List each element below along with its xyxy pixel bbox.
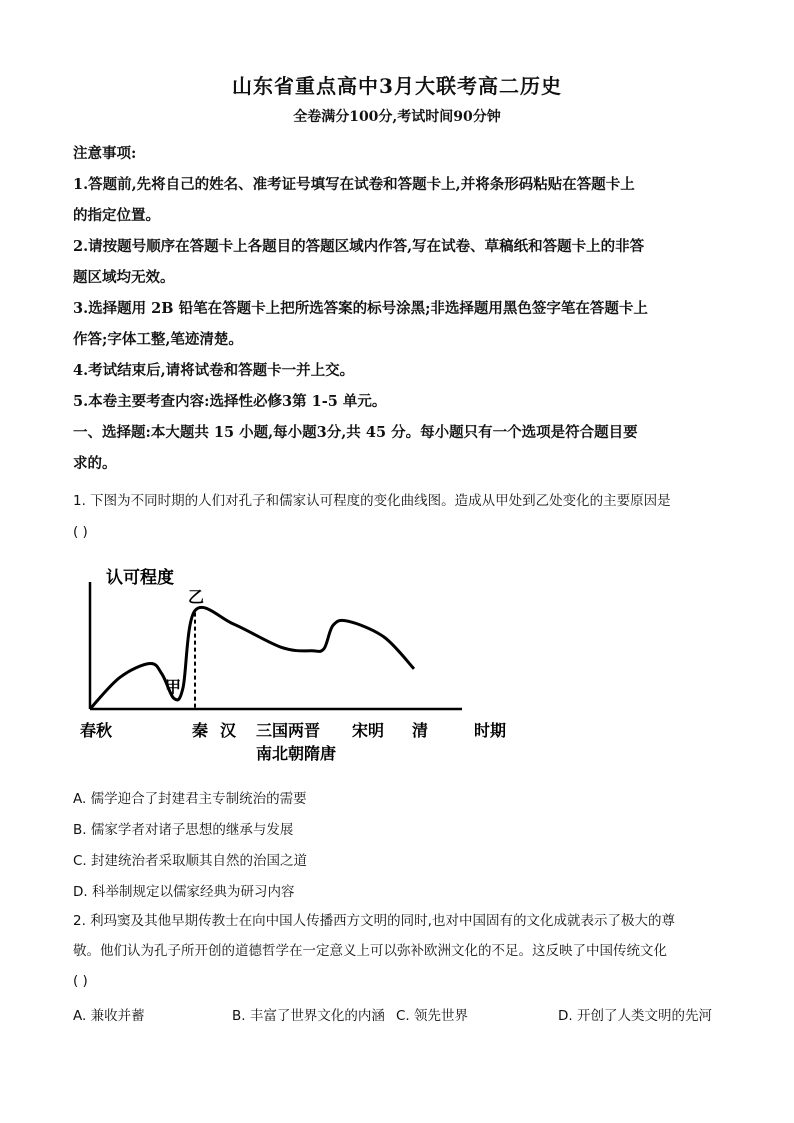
note-item-3: 3.选择题用 2B 铅笔在答题卡上把所选答案的标号涂黑;非选择题用黑色签字笔在答题卡上 — [73, 300, 648, 317]
q1-option-a[interactable]: A. 儒学迎合了封建君主专制统治的需要 — [73, 791, 307, 807]
y-axis-label: 认可程度 — [106, 568, 174, 588]
tick-label-qing: 清 — [412, 721, 429, 740]
tick-label-sanguo: 三国两晋 — [256, 721, 321, 740]
note-item-3-cont: 作答;字体工整,笔迹清楚。 — [73, 331, 243, 348]
x-axis-label: 时期 — [474, 721, 507, 740]
q2-option-d[interactable]: D. 开创了人类文明的先河 — [558, 1008, 712, 1024]
annotation-yi: 乙 — [188, 587, 205, 607]
tick-label-songming: 宋明 — [352, 721, 385, 740]
section-heading: 一、选择题:本大题共 15 小题,每小题3分,共 45 分。每小题只有一个选项是符合题目要 — [73, 424, 638, 441]
note-item-5: 5.本卷主要考查内容:选择性必修3第 1-5 单元。 — [73, 393, 387, 410]
question-2-stem-cont: 敬。他们认为孔子所开创的道德哲学在一定意义上可以弥补欧洲文化的不足。这反映了中国传统文化 — [73, 943, 667, 959]
q1-option-c[interactable]: C. 封建统治者采取顺其自然的治国之道 — [73, 853, 308, 869]
note-item-2-cont: 题区域均无效。 — [73, 269, 175, 286]
q1-option-b[interactable]: B. 儒家学者对诸子思想的继承与发展 — [73, 822, 294, 838]
question-2-blank: ( ) — [73, 973, 88, 989]
q1-option-d[interactable]: D. 科举制规定以儒家经典为研习内容 — [73, 884, 295, 900]
tick-label-nanbei: 南北朝隋唐 — [256, 744, 337, 763]
series-line — [90, 607, 414, 709]
notes-section — [73, 138, 723, 479]
approval-curve-chart — [72, 560, 532, 765]
section-heading-cont: 求的。 — [73, 455, 117, 472]
notes-heading: 注意事项: — [73, 145, 137, 162]
q2-option-b[interactable]: B. 丰富了世界文化的内涵 — [232, 1008, 385, 1024]
question-2-stem: 2. 利玛窦及其他早期传教士在向中国人传播西方文明的同时,也对中国固有的文化成就表示了极大的尊 — [73, 913, 675, 929]
annotation-jia: 甲 — [165, 677, 182, 697]
tick-label-chunqiu: 春秋 — [80, 721, 113, 740]
note-item-4: 4.考试结束后,请将试卷和答题卡一并上交。 — [73, 362, 355, 379]
question-1-blank: ( ) — [73, 524, 88, 540]
note-item-2: 2.请按题号顺序在答题卡上各题目的答题区域内作答,写在试卷、草稿纸和答题卡上的非答 — [73, 238, 645, 255]
note-item-1: 1.答题前,先将自己的姓名、准考证号填写在试卷和答题卡上,并将条形码粘贴在答题卡上 — [73, 176, 635, 193]
tick-label-qin: 秦 — [192, 721, 209, 740]
q2-option-c[interactable]: C. 领先世界 — [396, 1008, 469, 1024]
tick-label-han: 汉 — [220, 721, 237, 740]
q2-option-a[interactable]: A. 兼收并蓄 — [73, 1008, 145, 1024]
exam-title: 山东省重点高中3月大联考高二历史 — [232, 74, 562, 98]
exam-subtitle: 全卷满分100分,考试时间90分钟 — [293, 109, 501, 125]
question-1-stem: 1. 下图为不同时期的人们对孔子和儒家认可程度的变化曲线图。造成从甲处到乙处变化的主要原因是 — [73, 493, 671, 509]
note-item-1-cont: 的指定位置。 — [73, 207, 160, 224]
